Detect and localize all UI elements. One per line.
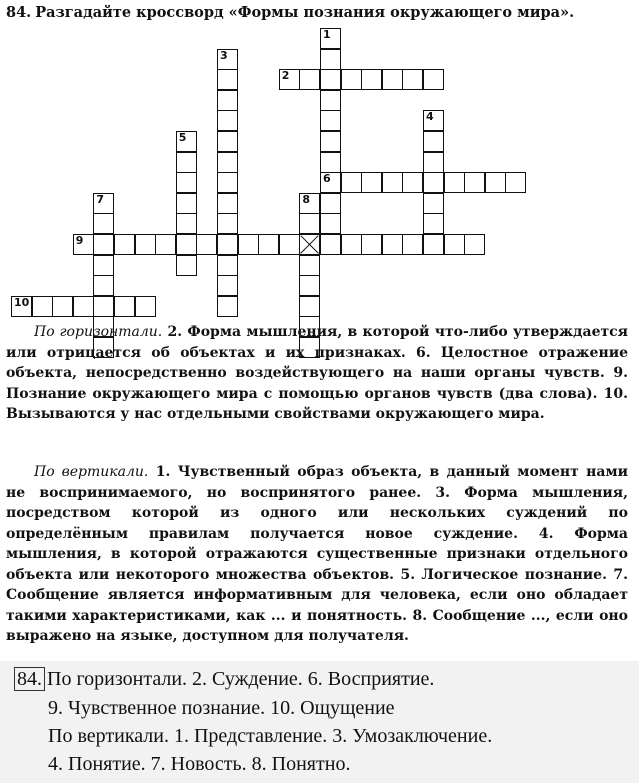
crossword-cell[interactable] (93, 213, 114, 234)
crossword-cell[interactable] (238, 234, 259, 255)
crossword-cell[interactable] (217, 193, 238, 214)
crossword-cell[interactable] (423, 193, 444, 214)
crossword-cell[interactable] (135, 234, 156, 255)
crossword-cell[interactable] (320, 49, 341, 70)
crossword-cell[interactable] (341, 172, 362, 193)
crossword-cell[interactable] (444, 234, 465, 255)
crossword-cell[interactable] (320, 90, 341, 111)
crossword-cell[interactable] (196, 234, 217, 255)
answers-number-badge: 84. (14, 667, 45, 691)
crossword-number: 2 (281, 69, 290, 83)
crossword-cell[interactable] (52, 296, 73, 317)
crossword-number: 5 (178, 131, 187, 144)
crossword-cell[interactable] (341, 69, 362, 90)
answers-line-3: По вертикали. 1. Представление. 3. Умозаключение. (48, 725, 493, 747)
crossword-cell[interactable] (93, 255, 114, 276)
crossword-cell[interactable] (258, 234, 279, 255)
crossword-cell[interactable] (217, 131, 238, 152)
crossword-cell[interactable] (217, 90, 238, 111)
crossword-cell[interactable] (423, 131, 444, 152)
crossword-cell[interactable] (11, 296, 32, 317)
crossword-cell[interactable] (464, 234, 485, 255)
crossword-number: 10 (14, 295, 30, 309)
answers-line-1-text: По горизонтали. 2. Суждение. 6. Восприятие. (47, 668, 435, 690)
crossword-cell[interactable] (320, 69, 341, 90)
crossword-cell[interactable] (320, 110, 341, 131)
crossword-cell[interactable] (299, 69, 320, 90)
crossword-cell[interactable] (32, 296, 53, 317)
crossword-cell[interactable] (217, 49, 238, 70)
crossword-cell[interactable] (382, 234, 403, 255)
crossword-cell[interactable] (155, 234, 176, 255)
crossword-cell[interactable] (402, 172, 423, 193)
crossword-cell[interactable] (423, 234, 444, 255)
crossword-cell[interactable] (320, 152, 341, 173)
clues-across-text: 2. Форма мышления, в которой что-либо утверждается или отрицается об объектах и их признаках. 6. Целостное отражение объекта, непосредственно воздействующего на наши органы чувств. 9. Познание окружающего мира с помощью органов чувств (два слова). 10. Вызываются у нас отдельными свойствами окружающего мира. (6, 324, 629, 422)
crossword-cell[interactable] (299, 213, 320, 234)
task-title-text: Разгадайте кроссворд «Формы познания окружающего мира». (35, 4, 575, 21)
answers-block (0, 661, 639, 783)
crossword-cell[interactable] (320, 193, 341, 214)
clues-across-heading: По горизонтали. (34, 324, 163, 340)
crossword-cell[interactable] (73, 234, 94, 255)
crossword-cell[interactable] (361, 172, 382, 193)
answers-line-2: 9. Чувственное познание. 10. Ощущение (48, 697, 395, 719)
crossword-cell[interactable] (217, 110, 238, 131)
crossword-cell[interactable] (423, 213, 444, 234)
crossword-number: 4 (426, 110, 434, 124)
crossword-cell[interactable] (176, 234, 197, 255)
crossword-cell[interactable] (341, 234, 362, 255)
crossword-cell[interactable] (176, 172, 197, 193)
crossword-cell[interactable] (361, 69, 382, 90)
clues-down (6, 462, 628, 647)
crossword-cell[interactable] (361, 234, 382, 255)
task-number: 84. (6, 4, 32, 21)
crossword-cell[interactable] (505, 172, 526, 193)
crossword-cell[interactable] (402, 234, 423, 255)
crossword-cell[interactable] (402, 69, 423, 90)
crossword-cell[interactable] (423, 110, 444, 131)
crossword-cell[interactable] (320, 234, 341, 255)
crossword-number: 8 (302, 192, 311, 206)
crossword-cell[interactable] (114, 234, 135, 255)
crossword-grid (0, 0, 639, 320)
crossword-cell[interactable] (279, 234, 300, 255)
crossword-cell[interactable] (320, 213, 341, 234)
crossword-cell[interactable] (299, 193, 320, 214)
crossword-cell[interactable] (279, 69, 300, 90)
crossword-cell[interactable] (217, 69, 238, 90)
crossword-separator-cell[interactable] (299, 234, 320, 255)
crossword-cell[interactable] (93, 296, 114, 317)
crossword-cell[interactable] (464, 172, 485, 193)
crossword-cell[interactable] (217, 255, 238, 276)
crossword-cell[interactable] (217, 172, 238, 193)
answers-line-1 (14, 665, 434, 694)
clues-down-text: 1. Чувственный образ объекта, в данный момент нами не воспринимаемого, но воспринятого ранее. 3. Форма мышления, посредством которой из одного или нескольких суждений по определённым правилам получается новое суждение. 4. Форма мышления, в которой отражаются существенные признаки отдельного объекта или некоторого множества объектов. 5. Логическое познание. 7. Сообщение является информативным для человека, если оно обладает такими характеристиками, как ... и понятность. 8. Сообщение ..., если оно выражено на языке, доступном для получателя. (6, 464, 629, 644)
crossword-cell[interactable] (217, 275, 238, 296)
crossword-cell[interactable] (299, 275, 320, 296)
crossword-number: 9 (75, 234, 84, 247)
crossword-cell[interactable] (176, 131, 197, 152)
crossword-cell[interactable] (176, 152, 197, 173)
crossword-cell[interactable] (299, 296, 320, 317)
crossword-cell[interactable] (382, 69, 403, 90)
crossword-cell[interactable] (217, 213, 238, 234)
crossword-cell[interactable] (423, 69, 444, 90)
answers-line-4: 4. Понятие. 7. Новость. 8. Понятно. (48, 753, 351, 775)
crossword-cell[interactable] (93, 234, 114, 255)
crossword-cell[interactable] (423, 152, 444, 173)
crossword-cell[interactable] (485, 172, 506, 193)
crossword-cell[interactable] (176, 255, 197, 276)
clues-down-heading: По вертикали. (34, 464, 149, 480)
crossword-cell[interactable] (217, 152, 238, 173)
crossword-cell[interactable] (73, 296, 94, 317)
clues-across (6, 322, 628, 425)
crossword-cell[interactable] (135, 296, 156, 317)
crossword-cell[interactable] (217, 296, 238, 317)
crossword-cell[interactable] (299, 255, 320, 276)
crossword-cell[interactable] (423, 172, 444, 193)
crossword-cell[interactable] (93, 193, 114, 214)
crossword-cell[interactable] (320, 131, 341, 152)
crossword-number: 3 (220, 48, 228, 62)
crossword-cell[interactable] (176, 193, 197, 214)
crossword-cell[interactable] (444, 172, 465, 193)
crossword-cell[interactable] (382, 172, 403, 193)
crossword-cell[interactable] (217, 234, 238, 255)
crossword-number: 6 (323, 172, 331, 186)
crossword-number: 1 (323, 28, 331, 41)
crossword-number: 7 (96, 192, 105, 206)
crossword-cell[interactable] (320, 172, 341, 193)
crossword-cell[interactable] (93, 275, 114, 296)
crossword-cell[interactable] (320, 28, 341, 49)
crossword-cell[interactable] (176, 213, 197, 234)
crossword-cell[interactable] (114, 296, 135, 317)
